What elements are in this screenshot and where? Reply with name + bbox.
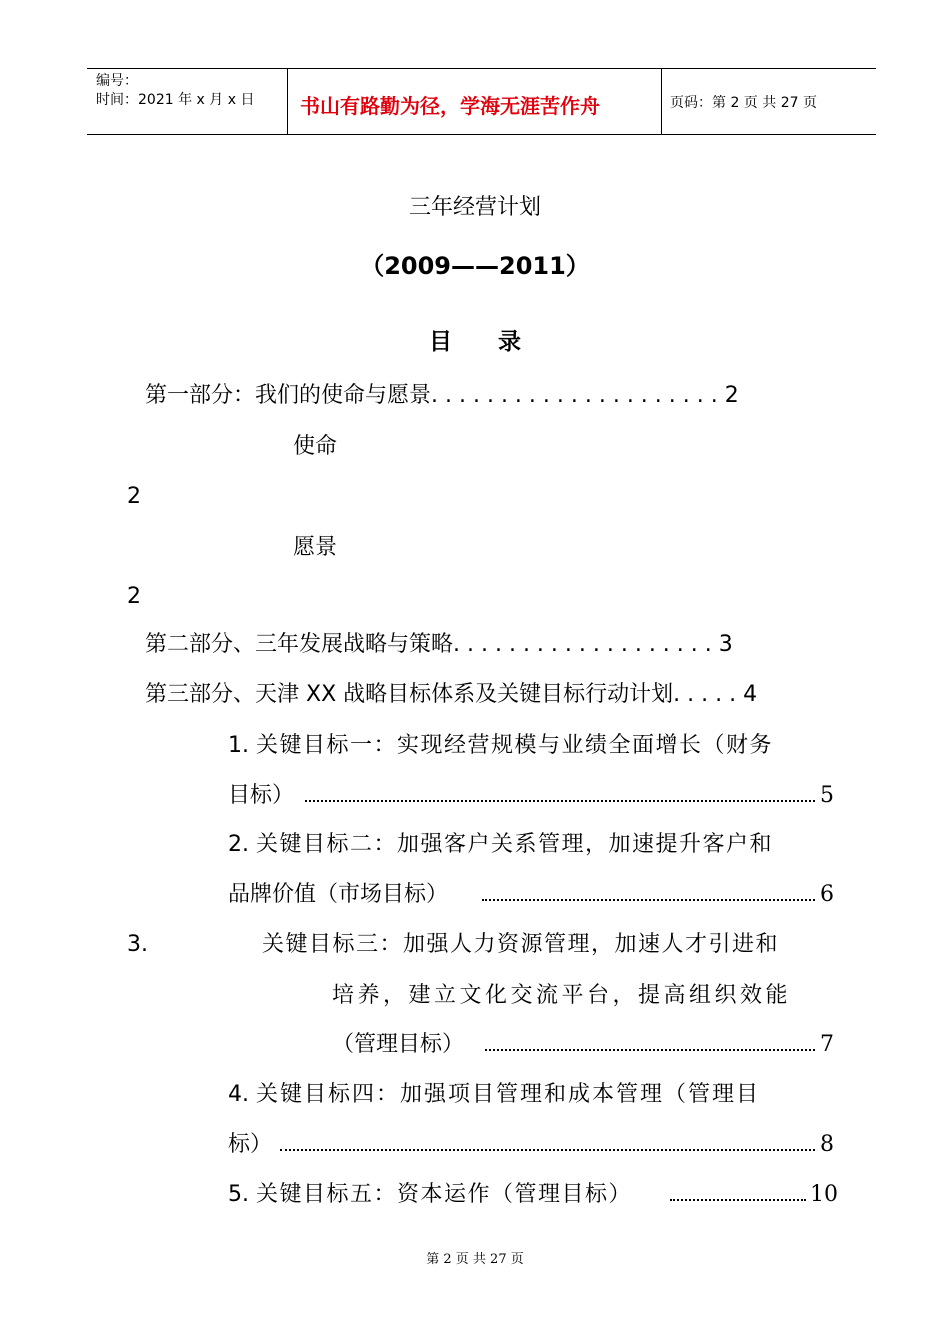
toc-item1-page: 5 <box>820 783 834 808</box>
toc-part1[interactable] <box>145 381 739 411</box>
toc-item3-number: 3. <box>127 932 148 957</box>
toc-item3-text3: （管理目标） <box>332 1032 465 1057</box>
toc-item2-text: 关键目标二：加强客户关系管理，加速提升客户和 <box>256 832 774 857</box>
toc-item5-number: 5. <box>228 1182 249 1207</box>
header-time-label: 时间：2021 年 x 月 x 日 <box>96 92 255 108</box>
toc-item1-text2: 目标） <box>228 783 295 808</box>
toc-part2-title: 第二部分、三年发展战略与策略 <box>145 632 454 657</box>
toc-item2[interactable] <box>228 830 773 860</box>
toc-part3-leader: . . . . . 4 <box>673 682 758 707</box>
toc-part1-title: 第一部分：我们的使命与愿景 <box>145 383 432 408</box>
toc-part2-leader: . . . . . . . . . . . . . . . . . . . 3 <box>453 632 733 657</box>
toc-part3[interactable] <box>145 680 757 710</box>
toc-part3-title: 第三部分、天津 XX 战略目标体系及关键目标行动计划 <box>145 682 674 707</box>
toc-item2-page: 6 <box>820 882 834 907</box>
toc-part1-leader: . . . . . . . . . . . . . . . . . . . . . 2 <box>431 383 739 408</box>
toc-heading: 目 录 <box>429 329 521 355</box>
toc-item3-text2: 培养，建立文化交流平台，提高组织效能 <box>332 983 792 1008</box>
page-footer: 第 2 页 共 27 页 <box>426 1252 524 1267</box>
header-divider <box>287 69 288 134</box>
toc-item1[interactable] <box>228 731 773 761</box>
toc-item4-text2: 标） <box>228 1132 273 1157</box>
toc-item5[interactable] <box>228 1180 632 1210</box>
toc-part2[interactable] <box>145 630 733 660</box>
header-code-label: 编号： <box>96 73 138 89</box>
toc-item4-number: 4. <box>228 1082 249 1107</box>
toc-vision[interactable]: 愿景 <box>293 535 338 560</box>
toc-item1-leader <box>305 800 815 802</box>
toc-item4[interactable] <box>228 1080 760 1110</box>
toc-item2-number: 2. <box>228 832 249 857</box>
header-page-info: 页码：第 2 页 共 27 页 <box>670 95 817 111</box>
toc-item1-cont <box>228 781 294 811</box>
toc-item2-leader <box>482 899 815 901</box>
toc-mission-page: 2 <box>127 484 141 509</box>
toc-item1-number: 1. <box>228 733 249 758</box>
toc-item3-text[interactable]: 关键目标三：加强人力资源管理，加速人才引进和 <box>262 932 780 957</box>
toc-item2-text2: 品牌价值（市场目标） <box>228 882 449 907</box>
toc-item4-text: 关键目标四：加强项目管理和成本管理（管理目 <box>256 1082 761 1107</box>
toc-vision-page: 2 <box>127 584 141 609</box>
header-motto: 书山有路勤为径，学海无涯苦作舟 <box>300 94 600 118</box>
document-period: （2009——2011） <box>360 252 590 280</box>
toc-item4-leader <box>280 1149 815 1151</box>
toc-item3-page: 7 <box>820 1032 834 1057</box>
toc-item5-page: 10 <box>810 1182 838 1207</box>
header-divider <box>661 69 662 134</box>
toc-item3-leader <box>485 1049 815 1051</box>
toc-item5-text: 关键目标五：资本运作（管理目标） <box>256 1182 633 1207</box>
toc-item1-text: 关键目标一：实现经营规模与业绩全面增长（财务 <box>256 733 774 758</box>
document-title: 三年经营计划 <box>408 195 541 220</box>
toc-mission[interactable]: 使命 <box>293 434 338 459</box>
toc-item5-leader <box>670 1199 806 1201</box>
toc-item4-page: 8 <box>820 1132 834 1157</box>
